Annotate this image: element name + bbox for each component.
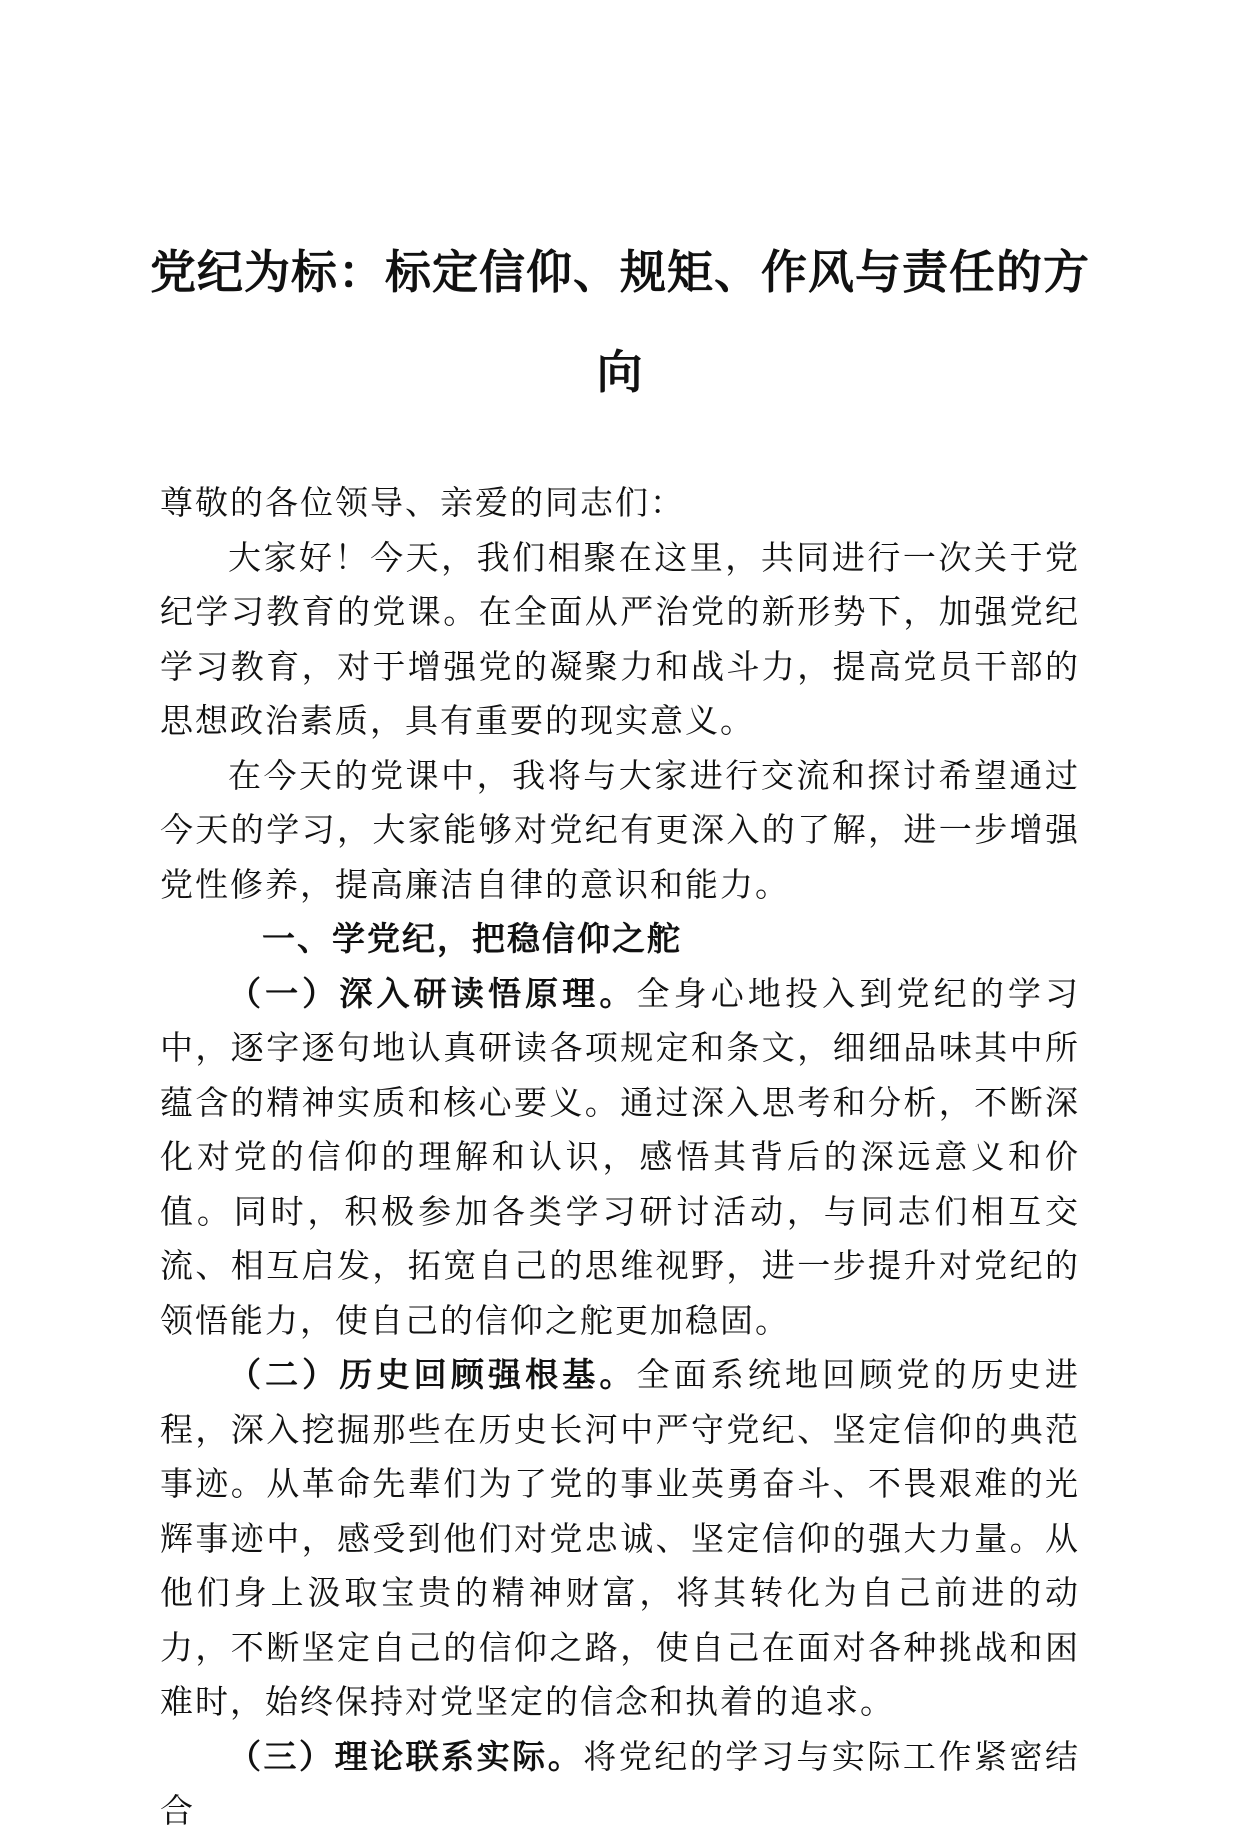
document-title: 党纪为标：标定信仰、规矩、作风与责任的方向	[150, 245, 1090, 399]
section-heading: 一、学党纪，把稳信仰之舵	[262, 919, 682, 958]
subsection-paragraph	[160, 1730, 1080, 1839]
document-body	[160, 476, 1080, 1839]
subsection-lead: （二）历史回顾强根基。	[228, 1355, 637, 1394]
body-paragraph: 大家好！今天，我们相聚在这里，共同进行一次关于党纪学习教育的党课。在全面从严治党的新形势下，加强党纪学习教育，对于增强党的凝聚力和战斗力，提高党员干部的思想政治素质，具有重要的现实意义。	[160, 537, 1080, 740]
subsection-text: 全身心地投入到党纪的学习中，逐字逐句地认真研读各项规定和条文，细细品味其中所蕴含的精神实质和核心要义。通过深入思考和分析，不断深化对党的信仰的理解和认识，感悟其背后的深远意义和价值。同时，积极参加各类学习研讨活动，与同志们相互交流、相互启发，拓宽自己的思维视野，进一步提升对党纪的领悟能力，使自己的信仰之舵更加稳固。	[160, 973, 1081, 1340]
subsection-text: 全面系统地回顾党的历史进程，深入挖掘那些在历史长河中严守党纪、坚定信仰的典范事迹。从革命先辈们为了党的事业英勇奋斗、不畏艰难的光辉事迹中，感受到他们对党忠诚、坚定信仰的强大力量。从他们身上汲取宝贵的精神财富，将其转化为自己前进的动力，不断坚定自己的信仰之路，使自己在面对各种挑战和困难时，始终保持对党坚定的信念和执着的追求。	[160, 1355, 1081, 1721]
salutation: 尊敬的各位领导、亲爱的同志们：	[160, 483, 685, 522]
subsection-lead: （一）深入研读悟原理。	[228, 973, 637, 1013]
body-paragraph: 在今天的党课中，我将与大家进行交流和探讨希望通过今天的学习，大家能够对党纪有更深入的了解，进一步增强党性修养，提高廉洁自律的意识和能力。	[160, 755, 1080, 904]
subsection-lead: （三）理论联系实际。	[228, 1736, 584, 1776]
subsection-paragraph	[160, 967, 1080, 1349]
subsection-text: 将党纪的学习与实际工作紧密结合	[160, 1736, 1081, 1830]
subsection-paragraph	[160, 1348, 1080, 1730]
